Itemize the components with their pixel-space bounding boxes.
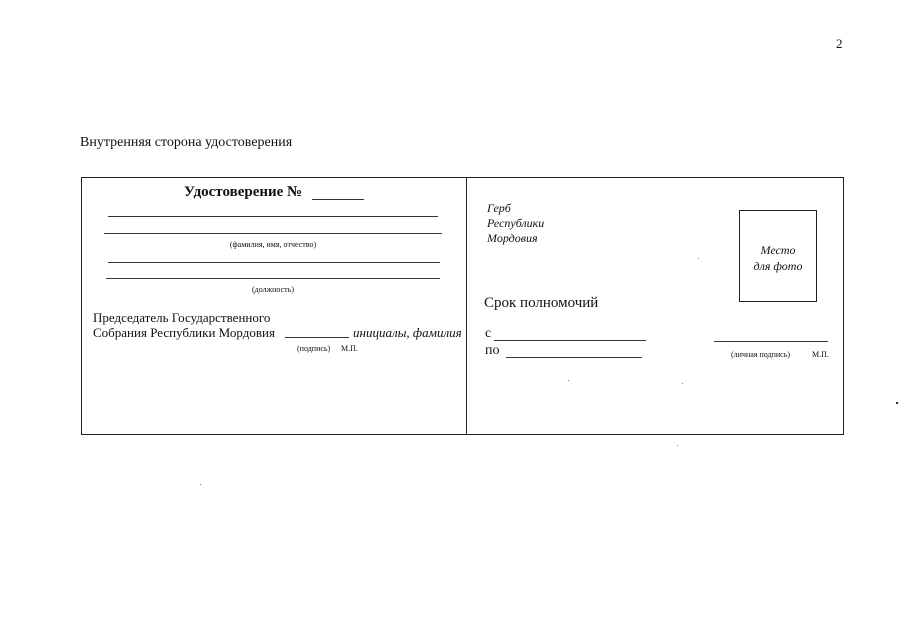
chairman-title-line2: Собрания Республики Мордовия: [93, 325, 275, 340]
scan-speck: [568, 380, 569, 381]
certificate-title: Удостоверение №: [184, 184, 303, 200]
caption-full-name: (фамилия, имя, отчество): [229, 240, 317, 249]
scan-speck: [677, 445, 678, 446]
photo-line-2: для фото: [753, 259, 803, 273]
photo-line-1: Место: [760, 243, 796, 257]
scan-speck: [896, 402, 898, 404]
stamp-place-right: М.П.: [812, 350, 829, 359]
coat-of-arms-placeholder: [487, 201, 544, 246]
caption-signature: (подпись): [297, 344, 331, 353]
position-line-2: [106, 278, 440, 279]
scan-speck: [698, 258, 699, 259]
term-to-line: [506, 357, 642, 358]
coat-line-3: Мордовия: [487, 231, 538, 245]
coat-line-2: Республики: [487, 216, 545, 230]
document-heading: Внутренняя сторона удостоверения: [80, 135, 293, 150]
term-to-label: по: [485, 343, 500, 358]
term-from-label: с: [485, 326, 492, 341]
card-fold-divider: [466, 177, 467, 435]
chairman-signature-line: [285, 337, 349, 338]
personal-signature-line: [714, 341, 828, 342]
stamp-place-left: М.П.: [341, 344, 358, 353]
scan-speck: [200, 484, 201, 485]
caption-position: (должность): [252, 285, 294, 294]
term-from-line: [494, 340, 646, 341]
position-line-1: [108, 262, 440, 263]
name-line-2: [104, 233, 442, 234]
page-number: 2: [836, 36, 843, 51]
certificate-number-line: [312, 199, 364, 200]
scan-speck: [682, 383, 683, 384]
caption-personal-signature: (личная подпись): [731, 350, 791, 359]
term-of-office-title: Срок полномочий: [484, 295, 599, 311]
coat-line-1: Герб: [487, 201, 511, 215]
photo-placeholder-text: [739, 242, 817, 274]
name-line-1: [108, 216, 438, 217]
chairman-title-line1: Председатель Государственного: [93, 310, 271, 325]
initials-surname: инициалы, фамилия: [353, 325, 462, 340]
